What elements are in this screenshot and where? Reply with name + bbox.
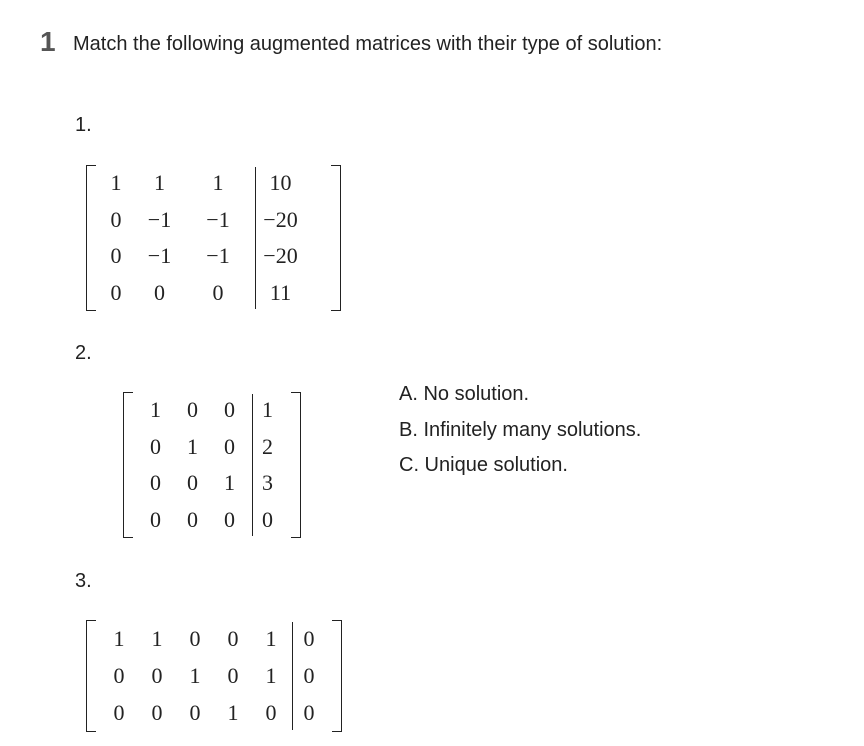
matrix-3-left-bracket xyxy=(86,620,96,732)
matrix-1-entry: 0 xyxy=(110,206,122,232)
matrix-1-entry: 0 xyxy=(110,279,122,305)
matrix-1 xyxy=(86,165,341,311)
matrix-3 xyxy=(86,620,342,732)
matrix-2-entry: 1 xyxy=(224,470,235,496)
matrix-3-entry: 1 xyxy=(113,625,125,651)
matrix-1-entry: 1 xyxy=(154,170,165,196)
matrix-3-entry: 0 xyxy=(113,700,125,726)
matrix-1-entry: 0 xyxy=(212,279,224,305)
question-number: 1 xyxy=(40,26,56,57)
matrix-2-right-bracket xyxy=(291,392,301,538)
matrix-3-entry: 0 xyxy=(151,700,163,726)
question-prompt: Match the following augmented matrices with their type of solution: xyxy=(73,33,663,55)
matrix-1-entry: 11 xyxy=(269,279,292,305)
matrix-1-right-bracket xyxy=(331,165,341,311)
matrix-2-entry: 0 xyxy=(224,506,235,532)
matrix-3-entry: 0 xyxy=(265,700,277,726)
matrix-1-entry: 0 xyxy=(110,243,122,269)
matrix-2-entry: 0 xyxy=(150,470,161,496)
matrix-1-entry: −1 xyxy=(206,243,230,269)
matrix-3-entry: 0 xyxy=(189,700,201,726)
matrix-1-entry: 1 xyxy=(110,170,122,196)
matrix-3-entry: 0 xyxy=(113,662,125,688)
matrix-2-entry: 0 xyxy=(224,397,235,423)
matrix-1-entry: −1 xyxy=(147,243,172,269)
matrix-2-grid xyxy=(137,392,287,538)
matrix-3-entry: 1 xyxy=(265,662,277,688)
matrix-1-entry: 10 xyxy=(269,170,292,196)
matrix-2-entry: 0 xyxy=(187,397,198,423)
matrix-3-augment-divider xyxy=(292,622,293,730)
matrix-3-entry: 1 xyxy=(151,625,163,651)
matrix-2-entry: 2 xyxy=(262,433,273,459)
matrix-3-entry: 0 xyxy=(227,625,239,651)
matrix-1-left-bracket xyxy=(86,165,96,311)
matrix-2-entry: 0 xyxy=(187,470,198,496)
matrix-3-entry: 0 xyxy=(189,625,201,651)
matrix-3-entry: 1 xyxy=(265,625,277,651)
matrix-1-entry: −1 xyxy=(206,206,230,232)
matrix-1-entry: −20 xyxy=(263,206,298,232)
matrix-2-entry: 0 xyxy=(262,506,273,532)
matrix-1-entry: 1 xyxy=(212,170,224,196)
matrix-2 xyxy=(123,392,301,538)
matrix-3-entry: 0 xyxy=(303,700,315,726)
matrix-1-label: 1. xyxy=(75,114,92,136)
matrix-1-entry: −20 xyxy=(263,243,298,269)
matrix-1-entry: −1 xyxy=(147,206,172,232)
matrix-1-entry: 0 xyxy=(154,279,165,305)
matrix-3-entry: 0 xyxy=(151,662,163,688)
matrix-2-entry: 0 xyxy=(150,506,161,532)
matrix-3-grid xyxy=(100,620,328,732)
option-c: C. Unique solution. xyxy=(399,454,568,476)
matrix-2-entry: 0 xyxy=(150,433,161,459)
matrix-2-left-bracket xyxy=(123,392,133,538)
matrix-2-entry: 1 xyxy=(150,397,161,423)
matrix-3-entry: 1 xyxy=(227,700,239,726)
matrix-3-entry: 1 xyxy=(189,662,201,688)
matrix-1-grid xyxy=(100,165,327,311)
matrix-2-entry: 0 xyxy=(224,433,235,459)
matrix-2-label: 2. xyxy=(75,342,92,364)
matrix-2-entry: 0 xyxy=(187,506,198,532)
answer-options xyxy=(399,382,641,489)
matrix-2-entry: 3 xyxy=(262,470,273,496)
matrix-2-entry: 1 xyxy=(187,433,198,459)
matrix-2-augment-divider xyxy=(252,394,253,536)
matrix-1-augment-divider xyxy=(255,167,256,309)
option-b: B. Infinitely many solutions. xyxy=(399,418,642,441)
matrix-3-entry: 0 xyxy=(303,625,315,651)
option-a: A. No solution. xyxy=(399,383,530,405)
matrix-3-entry: 0 xyxy=(227,662,239,688)
matrix-2-entry: 1 xyxy=(262,397,273,423)
matrix-3-entry: 0 xyxy=(303,662,315,688)
matrix-3-right-bracket xyxy=(332,620,342,732)
matrix-3-label: 3. xyxy=(75,570,92,592)
